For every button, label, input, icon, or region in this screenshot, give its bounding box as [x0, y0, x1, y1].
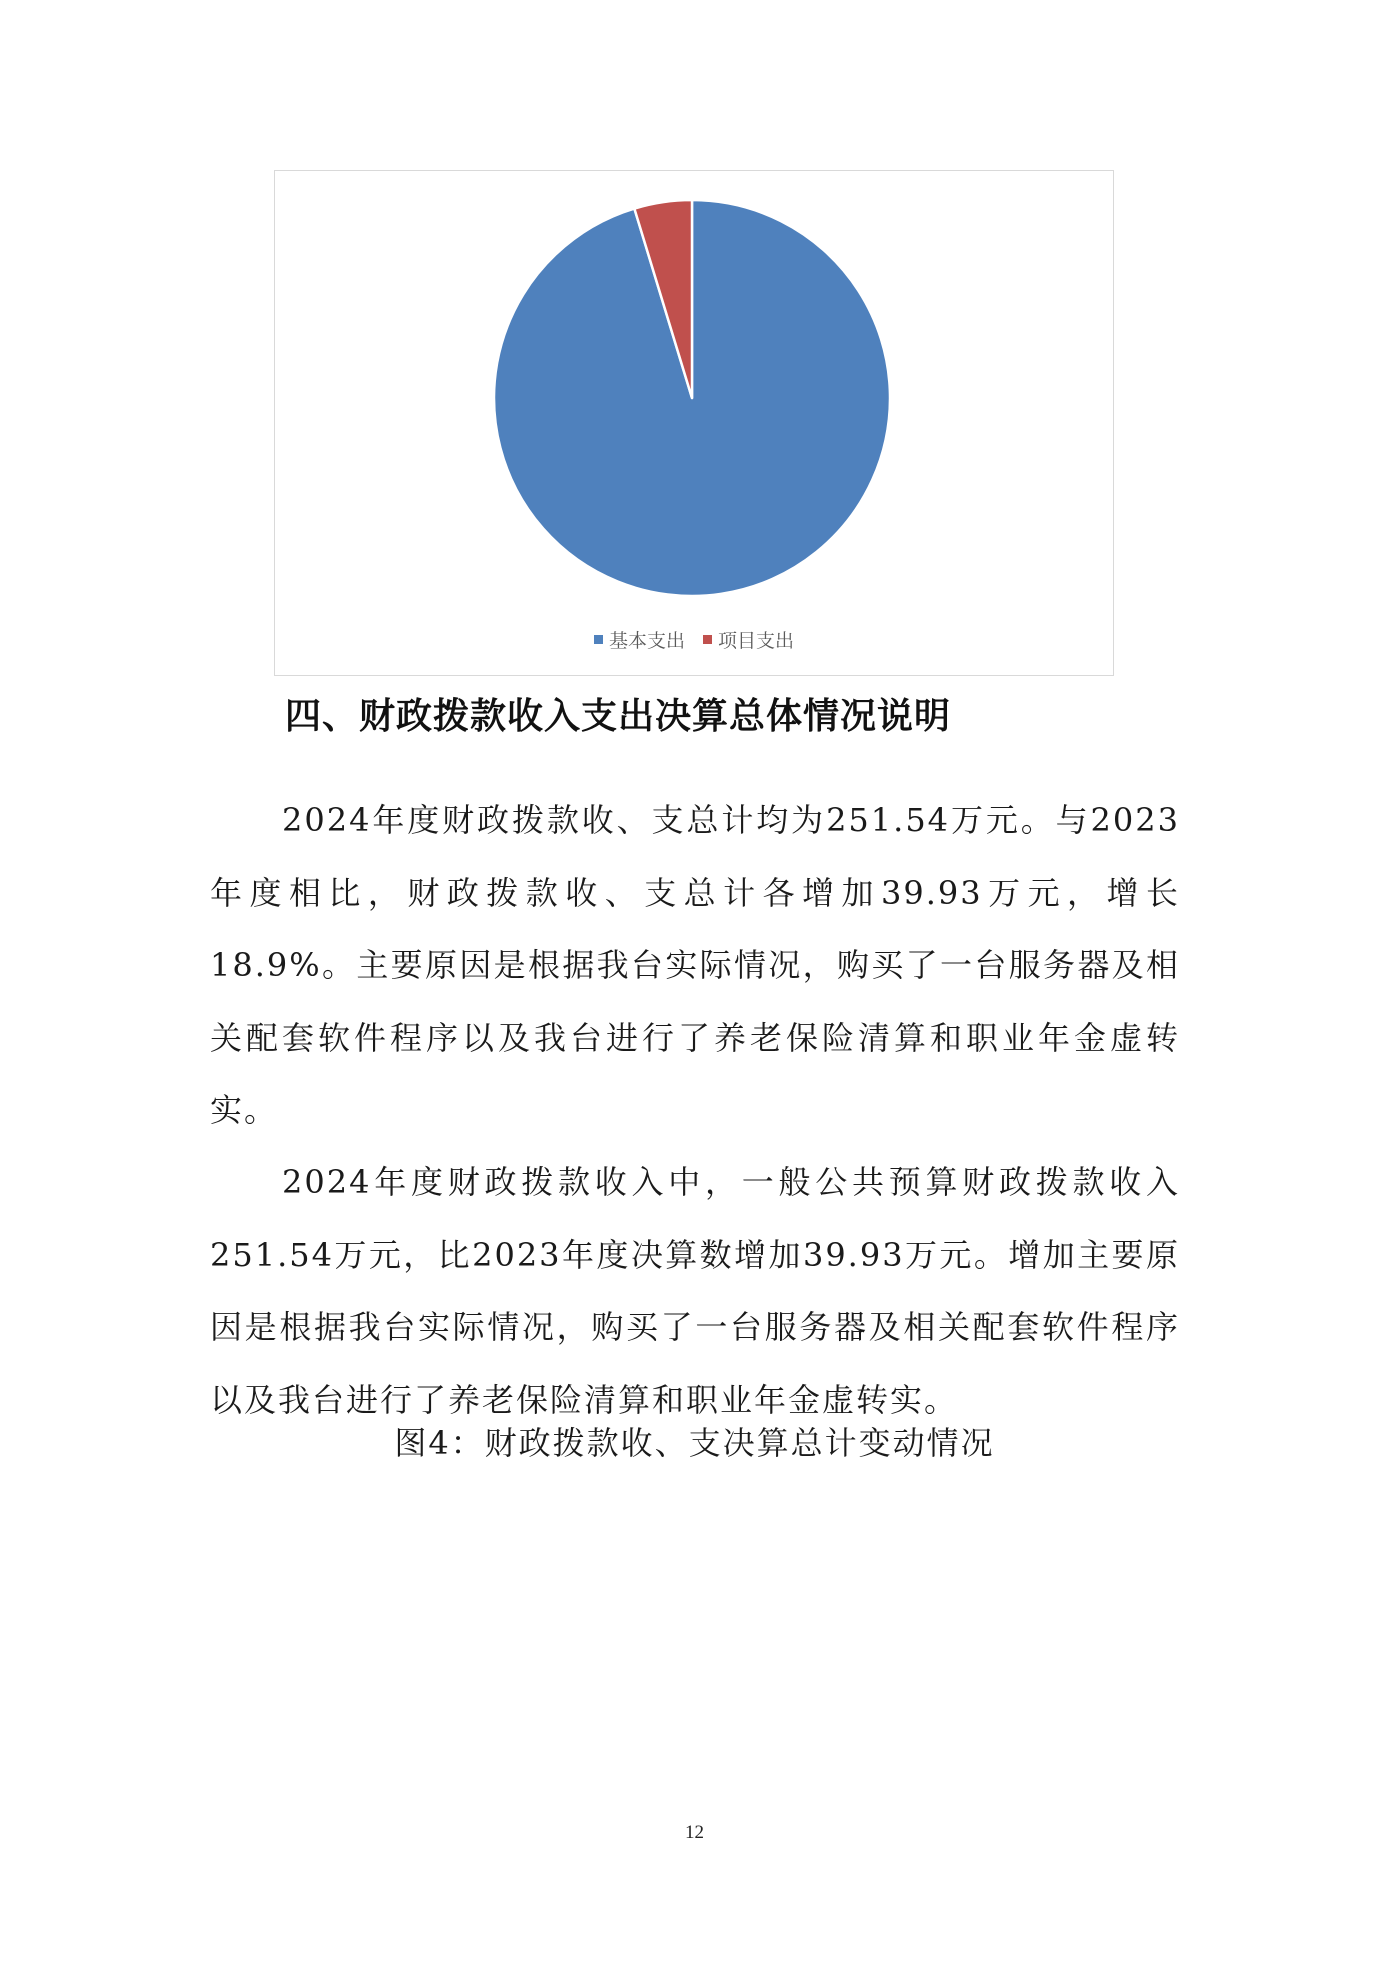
section-heading: 四、财政拨款收入支出决算总体情况说明 — [285, 696, 952, 737]
legend-swatch-basic — [594, 635, 603, 644]
legend-swatch-project — [703, 635, 712, 644]
legend-label-basic: 基本支出 — [608, 630, 685, 652]
pie-chart-container — [274, 170, 1114, 676]
figure-caption: 图4：财政拨款收、支决算总计变动情况 — [394, 1424, 995, 1462]
legend-label-project: 项目支出 — [718, 630, 795, 652]
paragraph-total: 2024年度财政拨款收、支总计均为251.54万元。与2023年度相比，财政拨款收、支总计各增加39.93万元，增长18.9%。主要原因是根据我台实际情况，购买了一台服务器及相关配套软件程序以及我台进行了养老保险清算和职业年金虚转实。 — [210, 801, 1180, 1129]
paragraph-income: 2024年度财政拨款收入中，一般公共预算财政拨款收入251.54万元，比2023年度决算数增加39.93万元。增加主要原因是根据我台实际情况，购买了一台服务器及相关配套软件程序以及我台进行了养老保险清算和职业年金虚转实。 — [210, 1163, 1180, 1419]
legend-item-project — [703, 626, 794, 653]
page-number: 12 — [685, 1822, 704, 1843]
legend-item-basic — [594, 626, 685, 653]
chart-legend — [275, 626, 1113, 653]
pie-chart — [275, 171, 1113, 675]
